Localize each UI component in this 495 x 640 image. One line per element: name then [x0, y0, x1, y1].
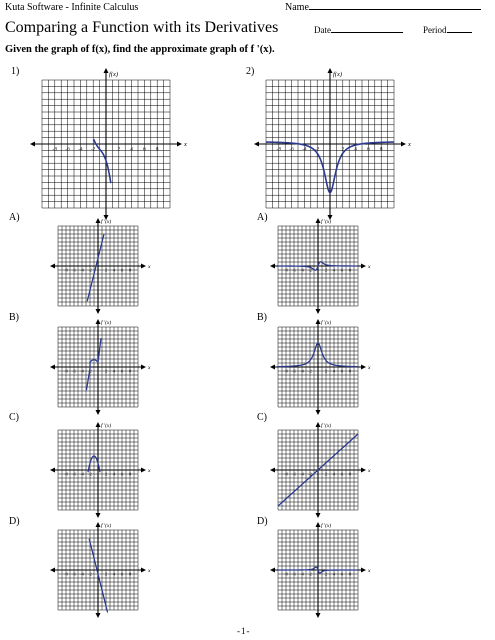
tick-label: -2	[88, 571, 92, 577]
x-axis-label: x	[368, 365, 371, 371]
x-axis-arrow	[141, 264, 146, 269]
y-axis-arrow	[316, 319, 321, 324]
tick-label: 2	[324, 267, 328, 273]
x-axis-label: x	[368, 264, 371, 270]
tick-label: -2	[308, 267, 312, 273]
x-axis-arrow	[361, 365, 366, 370]
y-axis-arrow	[96, 309, 101, 314]
tick-label: -8	[276, 146, 281, 153]
function-label: f '(x)	[321, 219, 332, 225]
y-axis-arrow	[316, 613, 321, 618]
y-axis-arrow	[328, 68, 333, 73]
x-axis-arrow	[361, 468, 366, 473]
function-label: f '(x)	[321, 523, 332, 529]
y-axis-arrow	[96, 319, 101, 324]
tick-label: 8	[348, 471, 352, 477]
choice-letter: B)	[257, 312, 267, 323]
name-field	[285, 2, 481, 13]
page-title: Comparing a Function with its Derivatives	[5, 19, 279, 36]
tick-label: -2	[308, 471, 312, 477]
tick-label: -2	[91, 146, 96, 153]
function-label: f(x)	[333, 71, 343, 78]
tick-label: 4	[112, 471, 116, 477]
tick-label: -6	[292, 571, 296, 577]
x-axis-arrow	[270, 568, 275, 573]
function-label: f '(x)	[321, 320, 332, 326]
tick-label: -2	[308, 368, 312, 374]
tick-label: -8	[64, 368, 68, 374]
x-axis-arrow	[401, 142, 406, 147]
tick-label: 4	[332, 471, 336, 477]
x-axis-arrow	[361, 568, 366, 573]
tick-label: 2	[104, 267, 108, 273]
tick-label: 4	[354, 146, 357, 153]
problem-1-number: 1)	[11, 66, 20, 77]
page-number: -1-	[237, 626, 251, 636]
tick-label: -4	[80, 267, 84, 273]
tick-label: -6	[292, 368, 296, 374]
x-axis-label: x	[408, 141, 411, 148]
problem-2-graph	[266, 71, 411, 208]
tick-label: 6	[340, 571, 344, 577]
x-axis-label: x	[368, 568, 371, 574]
x-axis-arrow	[50, 264, 55, 269]
tick-label: 8	[128, 471, 132, 477]
tick-label: 2	[104, 368, 108, 374]
x-axis-label: x	[148, 568, 151, 574]
x-axis-arrow	[141, 568, 146, 573]
tick-label: -8	[284, 471, 288, 477]
function-label: f '(x)	[101, 320, 112, 326]
x-axis-arrow	[254, 142, 259, 147]
software-name: Kuta Software - Infinite Calculus	[5, 2, 139, 13]
tick-label: 6	[120, 471, 124, 477]
x-axis-arrow	[50, 468, 55, 473]
tick-label: 2	[104, 471, 108, 477]
date-field	[314, 25, 403, 35]
tick-label: -2	[315, 146, 320, 153]
x-axis-arrow	[361, 264, 366, 269]
tick-label: 6	[120, 368, 124, 374]
choice-graph	[278, 523, 371, 610]
choice-letter: D)	[9, 516, 20, 527]
x-axis-arrow	[270, 264, 275, 269]
function-label: f '(x)	[101, 523, 112, 529]
choice-letter: D)	[257, 516, 268, 527]
tick-label: -6	[65, 146, 70, 153]
tick-label: -8	[64, 571, 68, 577]
function-label: f '(x)	[101, 423, 112, 429]
tick-label: -6	[72, 267, 76, 273]
tick-label: 6	[340, 267, 344, 273]
x-axis-arrow	[50, 568, 55, 573]
tick-label: -2	[88, 471, 92, 477]
tick-label: 8	[379, 146, 383, 153]
x-axis-label: x	[368, 468, 371, 474]
y-axis-arrow	[96, 513, 101, 518]
tick-label: -4	[300, 368, 304, 374]
tick-label: -4	[300, 471, 304, 477]
tick-label: 8	[155, 146, 159, 153]
tick-label: -4	[300, 267, 304, 273]
tick-label: -6	[292, 471, 296, 477]
x-axis-arrow	[141, 365, 146, 370]
x-axis-arrow	[270, 468, 275, 473]
y-axis-arrow	[96, 522, 101, 527]
tick-label: 6	[120, 267, 124, 273]
y-axis-arrow	[96, 218, 101, 223]
tick-label: 2	[341, 146, 345, 153]
tick-label: -4	[300, 571, 304, 577]
tick-label: -4	[302, 146, 307, 153]
curve	[86, 338, 101, 390]
choice-letter: A)	[9, 212, 20, 223]
period-field	[423, 25, 472, 35]
function-label: f '(x)	[101, 219, 112, 225]
tick-label: 2	[324, 368, 328, 374]
function-label: f '(x)	[321, 423, 332, 429]
tick-label: -8	[52, 146, 57, 153]
y-axis-arrow	[316, 410, 321, 415]
y-axis-arrow	[96, 422, 101, 427]
y-axis-arrow	[316, 309, 321, 314]
tick-label: -4	[78, 146, 83, 153]
tick-label: -8	[64, 471, 68, 477]
x-axis-arrow	[50, 365, 55, 370]
tick-label: 8	[348, 267, 352, 273]
x-axis-arrow	[177, 142, 182, 147]
x-axis-label: x	[148, 365, 151, 371]
tick-label: 6	[120, 571, 124, 577]
date-label: Date	[314, 25, 331, 35]
tick-label: -8	[284, 267, 288, 273]
choice-graph	[278, 320, 371, 407]
period-label: Period	[423, 25, 447, 35]
tick-label: -4	[80, 368, 84, 374]
tick-label: 4	[332, 267, 336, 273]
curve	[94, 139, 111, 183]
tick-label: -6	[72, 368, 76, 374]
tick-label: 4	[112, 368, 116, 374]
tick-label: -6	[292, 267, 296, 273]
tick-label: -8	[64, 267, 68, 273]
tick-label: 6	[143, 146, 146, 153]
tick-label: -2	[88, 267, 92, 273]
y-axis-arrow	[316, 422, 321, 427]
x-axis-arrow	[270, 365, 275, 370]
instructions: Given the graph of f(x), find the approximate graph of f '(x).	[5, 44, 275, 55]
tick-label: 4	[130, 146, 133, 153]
tick-label: 2	[117, 146, 121, 153]
choice-graph	[58, 423, 151, 510]
x-axis-arrow	[141, 468, 146, 473]
choice-graph	[58, 219, 151, 306]
tick-label: 8	[128, 571, 132, 577]
tick-label: 2	[324, 571, 328, 577]
function-label: f(x)	[109, 71, 119, 78]
y-axis-arrow	[316, 513, 321, 518]
y-axis-arrow	[104, 68, 109, 73]
tick-label: -2	[308, 571, 312, 577]
tick-label: -8	[284, 368, 288, 374]
tick-label: -2	[88, 368, 92, 374]
tick-label: -6	[72, 471, 76, 477]
tick-label: 4	[332, 368, 336, 374]
choice-graph	[58, 523, 151, 610]
tick-label: 8	[348, 368, 352, 374]
tick-label: -4	[80, 571, 84, 577]
name-label: Name	[285, 2, 309, 13]
choice-letter: C)	[257, 412, 267, 423]
tick-label: 4	[112, 267, 116, 273]
choice-letter: B)	[9, 312, 19, 323]
problem-1-graph	[42, 71, 187, 208]
y-axis-arrow	[96, 613, 101, 618]
tick-label: 4	[332, 571, 336, 577]
choice-letter: C)	[9, 412, 19, 423]
tick-label: 6	[340, 368, 344, 374]
choice-graph	[278, 423, 371, 510]
tick-label: 8	[128, 368, 132, 374]
tick-label: -8	[284, 571, 288, 577]
tick-label: -4	[80, 471, 84, 477]
tick-label: 2	[324, 471, 328, 477]
tick-label: 2	[104, 571, 108, 577]
tick-label: 4	[112, 571, 116, 577]
tick-label: 6	[340, 471, 344, 477]
tick-label: -6	[289, 146, 294, 153]
y-axis-arrow	[96, 410, 101, 415]
choice-graph	[278, 219, 371, 306]
x-axis-label: x	[184, 141, 187, 148]
x-axis-label: x	[148, 468, 151, 474]
tick-label: 6	[367, 146, 370, 153]
choice-graph	[58, 320, 151, 407]
tick-label: 8	[128, 267, 132, 273]
tick-label: 8	[348, 571, 352, 577]
problem-2-number: 2)	[246, 66, 255, 77]
x-axis-label: x	[148, 264, 151, 270]
tick-label: -6	[72, 571, 76, 577]
choice-letter: A)	[257, 212, 268, 223]
x-axis-arrow	[30, 142, 35, 147]
y-axis-arrow	[316, 218, 321, 223]
y-axis-arrow	[316, 522, 321, 527]
